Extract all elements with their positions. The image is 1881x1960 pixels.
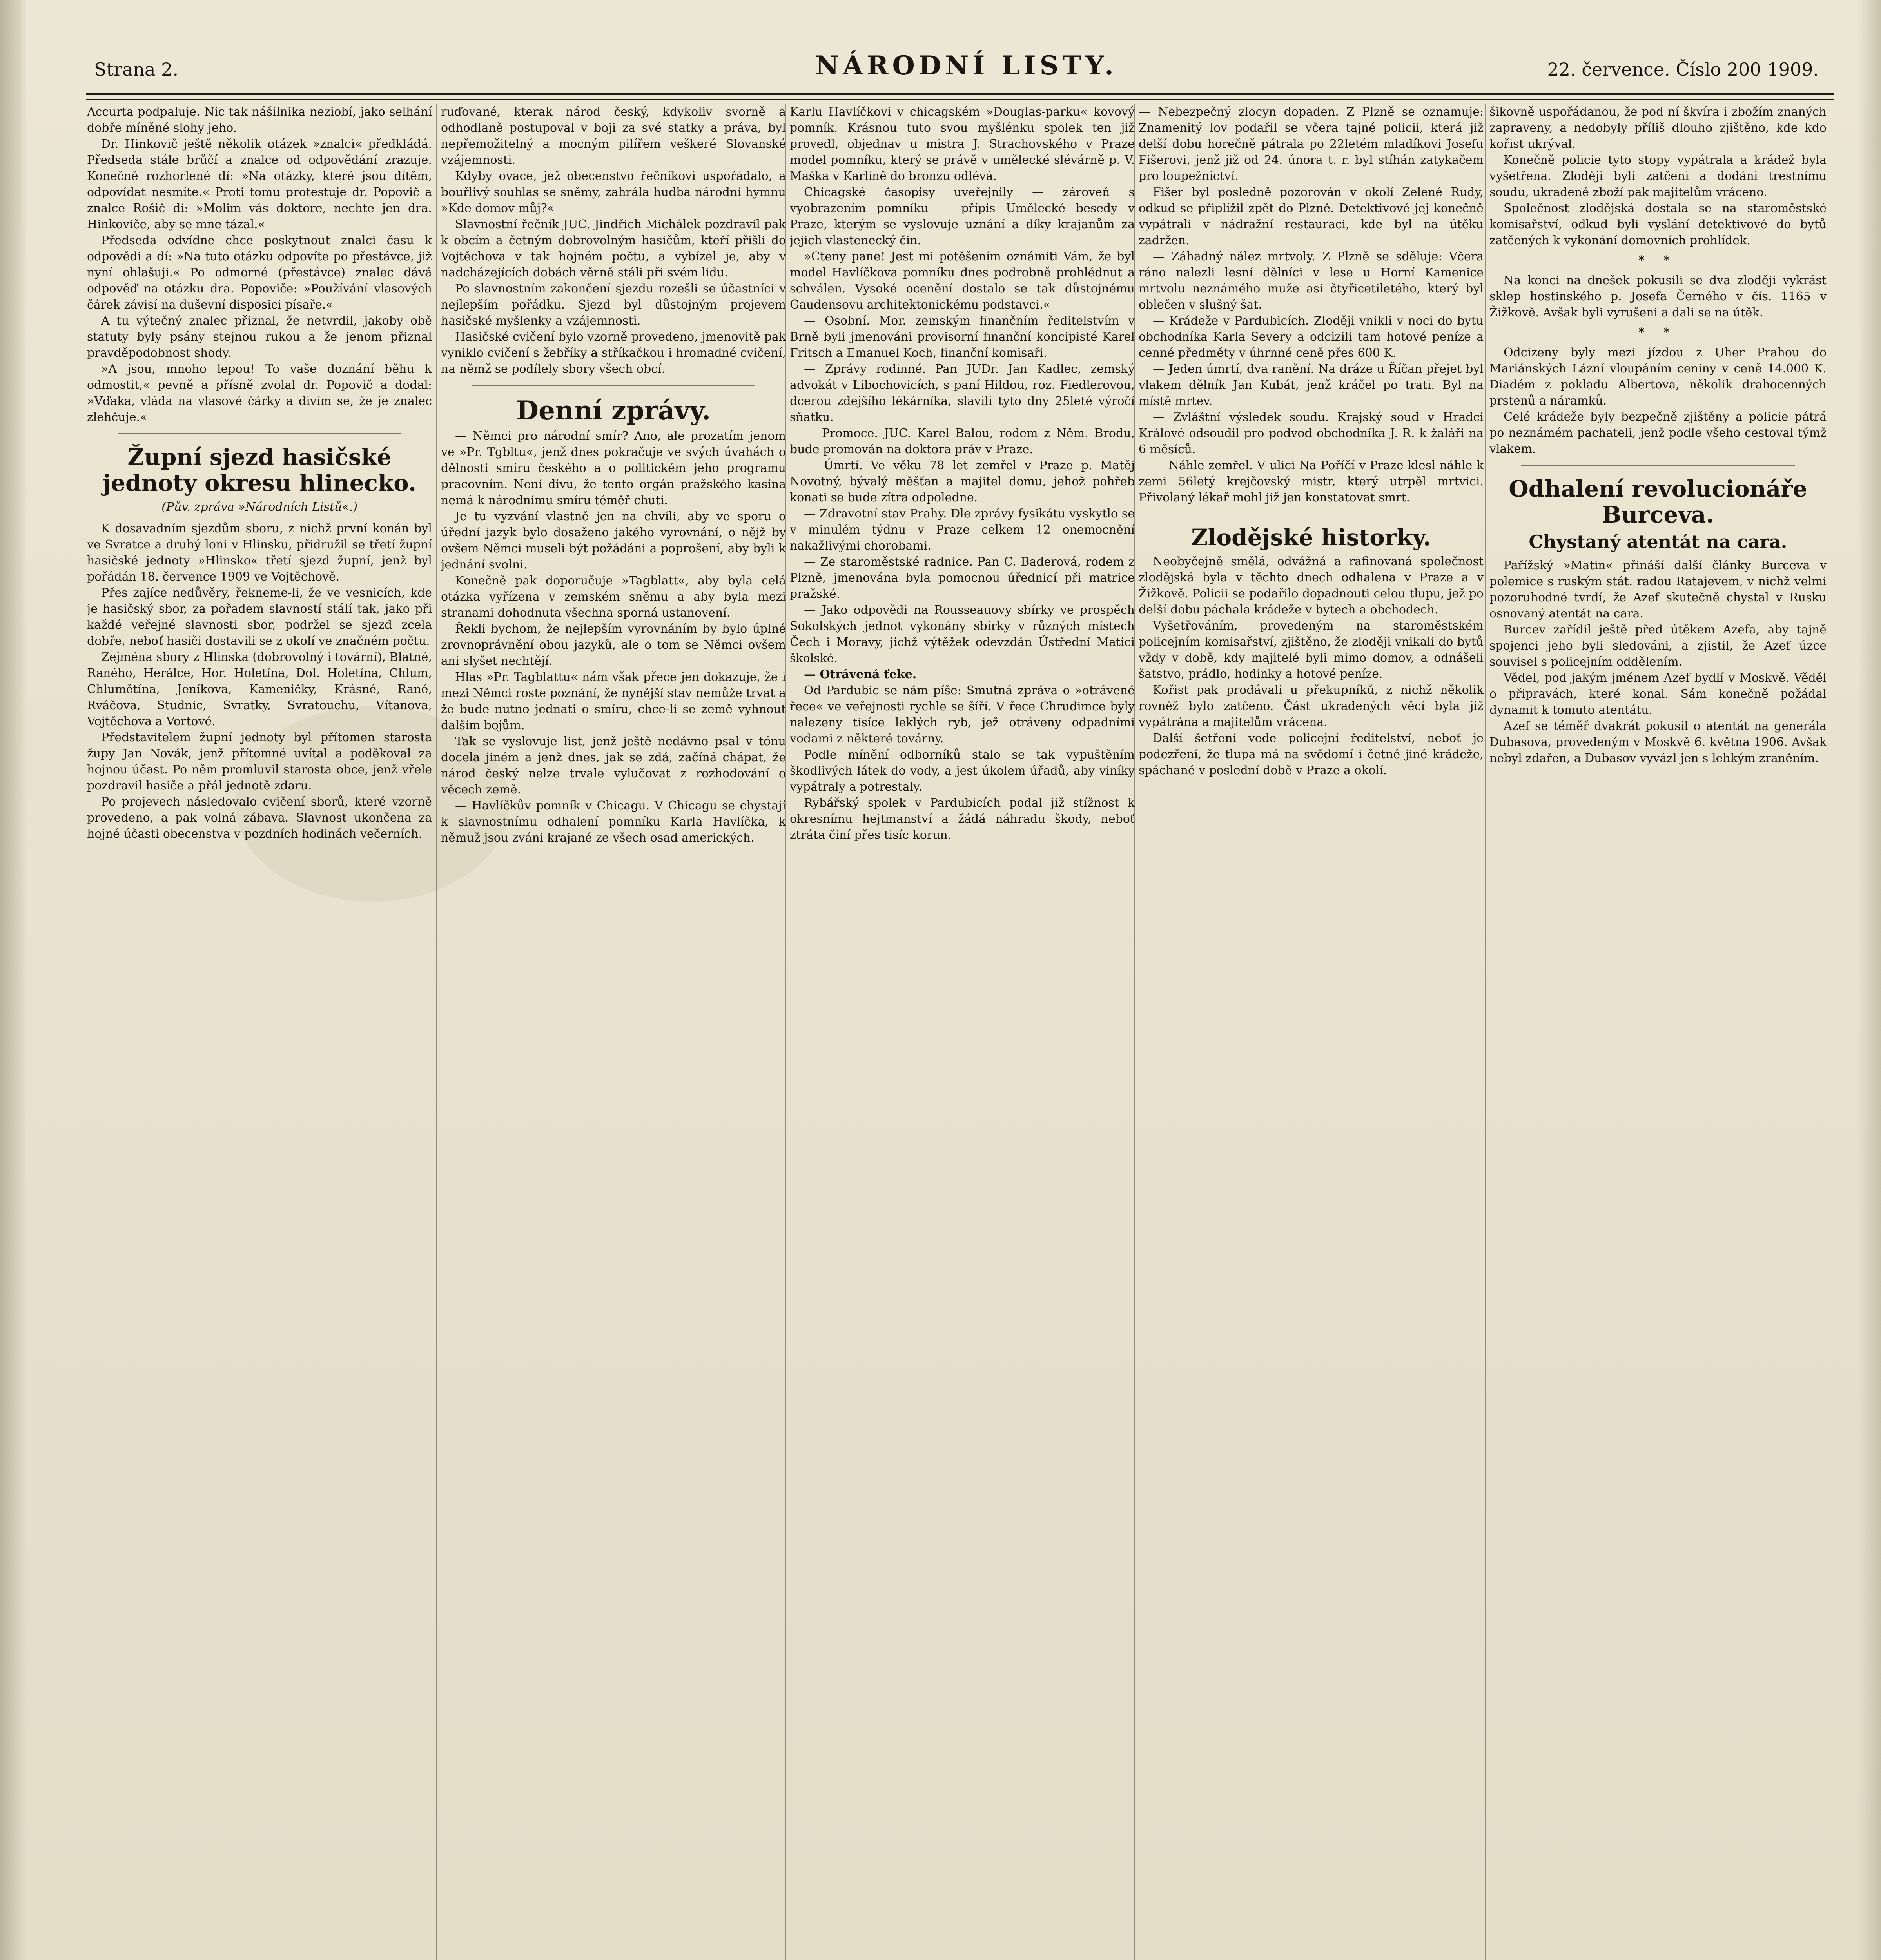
paragraph: Od Pardubic se nám píše: Smutná zpráva o »otrávené řece« ve veřejnosti rychle se šíří. V řece Chrudimce byly nalezeny tisíce leklých ryb, jež otráveny odpadními vodami z některé továrny. <box>790 684 1135 746</box>
paragraph: Pařížský »Matin« přináší další články Burceva v polemice s ruským stát. radou Ratajevem, v nichž velmi pozoruhodné tvrdí, že Azef skutečně chystal v Rusku osnovaný atentát na cara. <box>1489 559 1827 621</box>
article-separator <box>118 433 401 434</box>
paragraph: Společnost zlodějská dostala se na staroměstské komisařství, odkud byli vyslání detektivové do bytů zatčených k vykonání domovních prohlídek. <box>1489 201 1827 247</box>
paragraph: Přes zajíce nedůvěry, řekneme-li, že ve vesnicích, kde je hasičský sbor, za pořadem slavností stálí tak, jako při každé veřejné slavnosti sbor, podržel se sjezd zcela dobře, neboť hasiči dostavili se z okolí ve značném počtu. <box>87 586 432 648</box>
paragraph: Celé krádeže byly bezpečně zjištěny a policie pátrá po neznámém pachateli, jenž podle všeho cestoval týmž vlakem. <box>1489 410 1827 456</box>
paragraph: Konečně policie tyto stopy vypátrala a krádež byla vyšetřena. Zloději byli zatčeni a dodáni trestnímu soudu, ukradené zboží pak majitelům vráceno. <box>1489 153 1827 199</box>
column-rule <box>1485 104 1486 1960</box>
paragraph: Řekli bychom, že nejlepším vyrovnáním by bylo úplné zrovnoprávnění obou jazyků, ale o tom se Němci ovšem ani slyšet nechtějí. <box>441 622 786 668</box>
paragraph: Na konci na dnešek pokusili se dva zloději vykrást sklep hostinského p. Josefa Černého v čís. 1165 v Žižkově. Avšak byli vyrušeni a dali se na útěk. <box>1489 274 1827 319</box>
newspaper-title: NÁRODNÍ LISTY. <box>815 50 1117 81</box>
paragraph: — Promoce. JUC. Karel Balou, rodem z Něm. Brodu, bude promován na doktora práv v Praze. <box>790 426 1135 456</box>
section-divider-stars: * * <box>1638 254 1678 267</box>
paragraph: Odcizeny byly mezi jízdou z Uher Prahou do Mariánských Lázní vloupáním ceniny v ceně 14.000 K. Diadém z pokladu Albertova, několik drahocenných prstenů a náramků. <box>1489 346 1827 408</box>
paragraph: — Havlíčkův pomník v Chicagu. V Chicagu se chystají k slavnostnímu odhalení pomníku Karla Havlíčka, k němuž jsou zváni krajané ze všech osad amerických. <box>441 799 786 845</box>
column-rule <box>436 104 437 1960</box>
paragraph: — Osobní. Mor. zemským finančním ředitelstvím v Brně byli jmenováni provisorní finanční koncipisté Karel Fritsch a Emanuel Koch, finanční komisaři. <box>790 314 1135 360</box>
column-2 <box>441 104 786 1960</box>
paragraph: Předseda odvídne chce poskytnout znalci času k odpovědi a dí: »Na tuto otázku odpovíte po přestávce, již nyní ohlašuji.« Po odmorné (přestávce) znalec dává odpověď na otázku dra. Popoviče: »Používání vlasových čárek závisí na duševní disposici písaře.« <box>87 234 432 312</box>
paragraph: — Otrávená ťeke. <box>804 668 917 681</box>
paragraph: — Ze staroměstské radnice. Pan C. Baderová, rodem z Plzně, jmenována byla pomocnou úřednicí při matrice pražské. <box>790 555 1135 601</box>
paragraph: Kořist pak prodávali u překupníků, z nichž několik rovněž bylo zatčeno. Část ukradených věcí byla již vypátrána a majitelům vrácena. <box>1139 683 1484 729</box>
article-heading: Zlodějské historky. <box>1191 524 1431 551</box>
paragraph: K dosavadním sjezdům sboru, z nichž první konán byl ve Svratce a druhý loni v Hlinsku, přidružil se třetí župní hasičské jednoty »Hlinsko« třetí sjezd župní, jenž byl pořádán 18. července 1909 ve Vojtěchově. <box>87 522 432 584</box>
column-1 <box>87 104 432 1960</box>
column-3 <box>790 104 1135 1960</box>
paragraph: Accurta podpaluje. Nic tak nášilnika neziobí, jako selhání dobře míněné slohy jeho. <box>87 105 432 135</box>
paragraph: Fišer byl posledně pozorován v okolí Zelené Rudy, odkud se připlížil zpět do Plzně. Detektivové jej konečně vypátrali v nádražní restauraci, kde byl na útěku zadržen. <box>1139 185 1484 247</box>
paragraph: Tak se vyslovuje list, jenž ještě nedávno psal v tónu docela jiném a jenž dnes, jak se zdá, začíná chápat, že národ český nelze trvale vylučovat z rozhodování o věcech země. <box>441 735 786 797</box>
paragraph: Rybářský spolek v Pardubicích podal již stížnost k okresnímu hejtmanství a žádá náhradu škody, neboť ztráta činí přes tisíc korun. <box>790 796 1135 842</box>
paragraph: Slavnostní řečník JUC. Jindřich Michálek pozdravil pak k obcím a četným dobrovolným hasičům, kteří přišli do Vojtěchova v tak hojném počtu, a vybízel je, aby v nadcházejících dobách věrně stáli při svém lidu. <box>441 218 786 279</box>
paragraph: Konečně pak doporučuje »Tagblatt«, aby byla celá otázka vyřízena v zemském sněmu a aby byla mezi stranami dohodnuta všechna sporná ustanovení. <box>441 574 786 620</box>
paragraph: — Jeden úmrtí, dva ranění. Na dráze u Říčan přejet byl vlakem dělník Jan Kubát, jenž kráčel po trati. Byl na místě mrtev. <box>1139 362 1484 408</box>
article-subheading: Chystaný atentát na cara. <box>1529 531 1787 552</box>
paragraph: A tu výtečný znalec přiznal, že netvrdil, jakoby obě statuty byly psány stejnou rukou a že jenom přiznal pravděpodobnost shody. <box>87 314 432 360</box>
paragraph: Hlas »Pr. Tagblattu« nám však přece jen dokazuje, že i mezi Němci roste poznání, že nynější stav nemůže trvat a že bude nutno jednati o smíru, chce-li se země vyhnout dalším bojům. <box>441 670 786 732</box>
paragraph: Kdyby ovace, jež obecenstvo řečníkovi uspořádalo, a bouřlivý souhlas se sněmy, zahrála hudba národní hymnu »Kde domov můj?« <box>441 169 786 215</box>
paragraph: — Krádeže v Pardubicích. Zloději vnikli v noci do bytu obchodníka Karla Severy a odcizili tam hotové peníze a cenné předměty v úhrnné ceně přes 600 K. <box>1139 314 1484 360</box>
page-header <box>86 43 1830 90</box>
paragraph: Hasičské cvičení bylo vzorně provedeno, jmenovitě pak vyniklo cvičení s žebříky a stříkačkou i hromadné cvičení, na němž se podílely sbory všech obcí. <box>441 330 786 376</box>
column-5 <box>1489 104 1827 1960</box>
page-shadow-left <box>0 0 27 1960</box>
paragraph: Je tu vyzvání vlastně jen na chvíli, aby ve sporu o úřední jazyk bylo dosaženo jakého vyrovnání, o nějž by ovšem Němci museli být požádáni a poprošení, aby byli k jednání svolni. <box>441 510 786 572</box>
paragraph: — Nebezpečný zlocyn dopaden. Z Plzně se oznamuje: Znamenitý lov podařil se včera tajné policii, která již delší dobu horečně pátrala po 22letém mladíkovi Josefu Fišerovi, jenž již od 24. února t. r. byl stíhán zatykačem pro loupežnictví. <box>1139 105 1484 183</box>
paragraph: — Němci pro národní smír? Ano, ale prozatím jenom ve »Pr. Tgbltu«, jenž dnes pokračuje ve svých úvahách o dělnosti smíru českého a o politickém jeho programu pracovním. Není divu, že tento orgán pražského kasina nemá k národnímu smíru téměř chuti. <box>441 429 786 507</box>
section-heading: Denní zprávy. <box>516 395 711 426</box>
paragraph: Neobyčejně smělá, odvážná a rafinovaná společnost zlodějská byla v těchto dnech odhalena v Praze a v Žižkově. Policii se podařilo dopadnouti celou tlupu, jež po delší dobu páchala krádeže v bytech a obchodech. <box>1139 555 1484 617</box>
article-separator <box>472 385 755 386</box>
paragraph: — Zprávy rodinné. Pan JUDr. Jan Kadlec, zemský advokát v Libochovicích, s paní Hildou, roz. Fiedlerovou, dcerou zdejšího lékárníka, slavili tyto dny 25leté výročí sňatku. <box>790 362 1135 424</box>
paragraph: Burcev zařídil ještě před útěkem Azefa, aby tajně spojenci jeho byli sledováni, a zjistil, že Azef úzce souvisel s policejním oddělením. <box>1489 623 1827 669</box>
paragraph: šikovně uspořádanou, že pod ní škvíra i zbožím znaných zapraveny, a nedobyly příliš dlouho zjištěno, kde kdo kořist ukrýval. <box>1489 105 1827 151</box>
paragraph: Chicagské časopisy uveřejnily — zároveň s vyobrazením pomníku — přípis Umělecké besedy v Praze, kterým se vyslovuje uznání a díky krajanům za jejich vlastenecký čin. <box>790 185 1135 247</box>
issue-date: 22. července. Číslo 200 1909. <box>1547 59 1819 80</box>
paragraph: »Cteny pane! Jest mi potěšením oznámiti Vám, že byl model Havlíčkova pomníku dnes podrobně prohlédnut a schválen. Vysoké ocenění dostalo se tak důstojnému Gaudensovu architektonickému podstavci.« <box>790 250 1135 312</box>
header-rule <box>86 93 1834 100</box>
paragraph: Podle mínění odborníků stalo se tak vypuštěním škodlivých látek do vody, a jest úkolem úřadů, aby viníky vypátraly a potrestaly. <box>790 748 1135 794</box>
paragraph: Představitelem župní jednoty byl přítomen starosta župy Jan Novák, jenž přítomné uvítal a poděkoval za hojnou účast. Po něm promluvil starosta obce, jenž vřele pozdravil hasiče a přál jednotě zdaru. <box>87 731 432 793</box>
paragraph: — Jako odpovědi na Rousseauovy sbírky ve prospěch Sokolských jednot vykonány sbírky v různých místech Čech i Moravy, jichž výtěžek odevzdán Ústřední Matici školské. <box>790 603 1135 665</box>
article-separator <box>1521 465 1795 466</box>
paragraph: — Záhadný nález mrtvoly. Z Plzně se sděluje: Včera ráno nalezli lesní dělníci v lese u Horní Kamenice mrtvolu neznámého muže asi čtyřicetiletého, který byl oblečen v slušný šat. <box>1139 250 1484 312</box>
paragraph: Další šetření vede policejní ředitelství, neboť je podezření, že tlupa má na svědomí i četné jiné krádeže, spáchané v poslední době v Praze a okolí. <box>1139 731 1484 777</box>
article-heading: Odhalení revolucionáře Burceva. <box>1509 475 1807 528</box>
paragraph: — Náhle zemřel. V ulici Na Poříčí v Praze klesl náhle k zemi 56letý krejčovský mistr, který utrpěl mrtvici. Přivolaný lékař mohl již jen konstatovat smrt. <box>1139 459 1484 505</box>
paragraph: — Zvláštní výsledek soudu. Krajský soud v Hradci Králové odsoudil pro podvod obchodníka J. R. k žaláři na 6 měsíců. <box>1139 410 1484 456</box>
column-4 <box>1139 104 1484 1960</box>
article-subheading: (Pův. zpráva »Národních Listů«.) <box>161 500 357 514</box>
paragraph: — Zdravotní stav Prahy. Dle zprávy fysikátu vyskytlo se v minulém týdnu v Praze celkem 12 onemocnění nakažlivými chorobami. <box>790 507 1135 553</box>
paragraph: Azef se téměř dvakrát pokusil o atentát na generála Dubasova, provedeným v Moskvě 6. května 1906. Avšak nebyl zdařen, a Dubasov vyvázl jen s lehkým zraněním. <box>1489 719 1827 765</box>
paragraph: Vyšetřováním, provedeným na staroměstském policejním komisařství, zjištěno, že zloději vnikali do bytů vždy v době, kdy majitelé byli mimo domov, a odnášeli šatstvo, prádlo, hodinky a hotové peníze. <box>1139 619 1484 681</box>
paragraph: ruďované, kterak národ český, kdykoliv svorně a odhodlaně postupoval v boji za své statky a práva, byl nepřemožitelný a mocným pilířem veškeré Slovanské vzájemnosti. <box>441 105 786 167</box>
article-heading: Župní sjezd hasičské jednoty okresu hlinecko. <box>103 444 416 496</box>
paragraph: Zejména sbory z Hlinska (dobrovolný i tovární), Blatné, Raného, Herálce, Hor. Holetína, Dol. Holetína, Chlum, Chlumětína, Jeníkova, Kameničky, Krásné, Rané, Rváčova, Studnic, Svratky, Svratouchu, Vítanova, Vojtěchova a Vortové. <box>87 650 432 728</box>
paragraph: »A jsou, mnoho lepou! To vaše doznání běhu k odmostit,« pevně a přísně zvolal dr. Popovič a dodal: »Vďaka, vláda na vlasové čárky a divím se, že je znalec zlehčuje.« <box>87 362 432 424</box>
page-shadow-right <box>1857 0 1881 1960</box>
page-number: Strana 2. <box>94 59 178 80</box>
paragraph: Po slavnostním zakončení sjezdu rozešli se účastníci v nejlepším pořádku. Sjezd byl důstojným projevem hasičské myšlenky a vzájemnosti. <box>441 282 786 328</box>
paragraph: Karlu Havlíčkovi v chicagském »Douglas-parku« kovový pomník. Krásnou tuto svou myšlénku spolek ten již provedl, objednav u mistra J. Strachovského v Praze model pomníku, který se právě v umělecké slévárně p. V. Maška v Karlíně do bronzu odlévá. <box>790 105 1135 183</box>
section-divider-stars: * * <box>1638 326 1678 339</box>
paragraph: Po projevech následovalo cvičení sborů, které vzorně provedeno, a pak volná zábava. Slavnost ukončena za hojné účasti obecenstva v pozdních hodinách večerních. <box>87 795 432 841</box>
paragraph: Dr. Hinkovič ještě několik otázek »znalci« předkládá. Předseda stále brůčí a znalce od odpovědání zrazuje. Konečně rozhorlené dí: »Na otázky, které jsou dítěm, odpovídat nesmíte.« Proti tomu protestuje dr. Popovič a znalce Rošič dí: »Molim vás doktore, nechte jen dra. Hinkoviče, aby se mne tázal.« <box>87 137 432 231</box>
paragraph: — Úmrtí. Ve věku 78 let zemřel v Praze p. Matěj Novotný, bývalý měšťan a majitel domu, jehož pohřeb konati se bude zítra odpoledne. <box>790 459 1135 505</box>
paragraph: Vědel, pod jakým jménem Azef bydlí v Moskvě. Věděl o připravách, které konal. Sám konečně požádal dynamit k tomuto atentátu. <box>1489 671 1827 717</box>
